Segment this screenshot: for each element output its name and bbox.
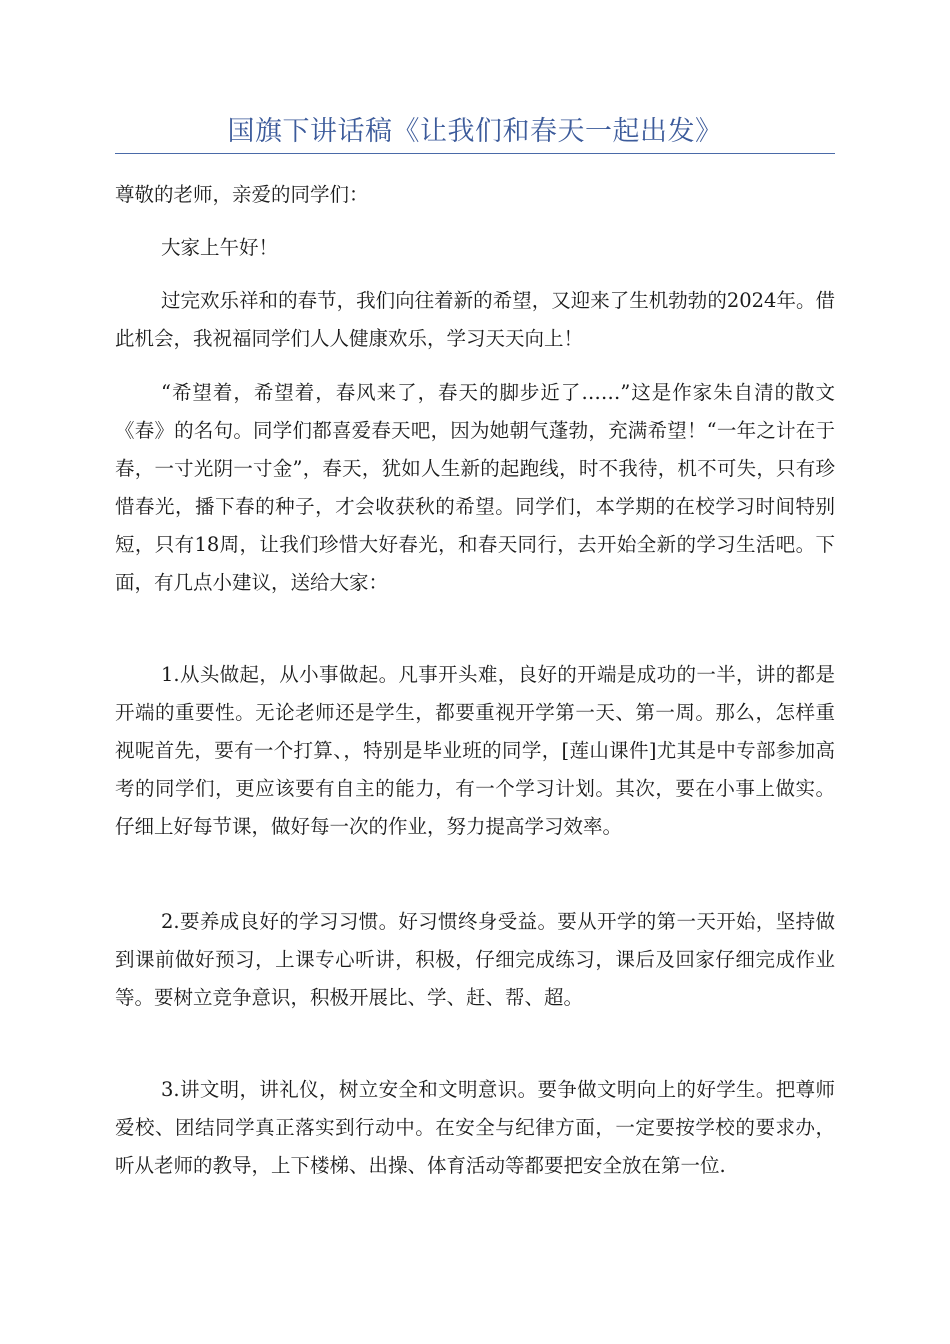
paragraph-new-year: 过完欢乐祥和的春节，我们向往着新的希望，又迎来了生机勃勃的2024年。借此机会，我祝福同学们人人健康欢乐，学习天天向上！ xyxy=(115,289,835,350)
title-underline xyxy=(115,153,835,154)
salutation: 尊敬的老师，亲爱的同学们： xyxy=(115,183,369,206)
document-title: 国旗下讲话稿《让我们和春天一起出发》 xyxy=(227,116,723,147)
paragraph-suggestion-2: 2.要养成良好的学习习惯。好习惯终身受益。要从开学的第一天开始，坚持做到课前做好预习，上课专心听讲，积极，仔细完成练习，课后及回家仔细完成作业等。要树立竞争意识，积极开展比、学、赶、帮、超。 xyxy=(115,910,835,1009)
paragraph-suggestion-1: 1.从头做起，从小事做起。凡事开头难，良好的开端是成功的一半，讲的都是开端的重要性。无论老师还是学生，都要重视开学第一天、第一周。那么，怎样重视呢首先，要有一个打算、，特别是毕业班的同学，[莲山课件]尤其是中专部参加高考的同学们，更应该要有自主的能力，有一个学习计划。其次，要在小事上做实。仔细上好每节课，做好每一次的作业，努力提高学习效率。 xyxy=(115,663,835,838)
paragraph-suggestion-3: 3.讲文明，讲礼仪，树立安全和文明意识。要争做文明向上的好学生。把尊师爱校、团结同学真正落实到行动中。在安全与纪律方面，一定要按学校的要求办，听从老师的教导，上下楼梯、出操、体育活动等都要把安全放在第一位. xyxy=(115,1078,835,1177)
paragraph-spring: “希望着，希望着，春风来了，春天的脚步近了……”这是作家朱自清的散文《春》的名句。同学们都喜爱春天吧，因为她朝气蓬勃，充满希望！“一年之计在于春，一寸光阴一寸金”，春天，犹如人生新的起跑线，时不我待，机不可失，只有珍惜春光，播下春的种子，才会收获秋的希望。同学们，本学期的在校学习时间特别短，只有18周，让我们珍惜大好春光，和春天同行，去开始全新的学习生活吧。下面，有几点小建议，送给大家： xyxy=(115,381,835,594)
greeting: 大家上午好！ xyxy=(161,236,279,259)
